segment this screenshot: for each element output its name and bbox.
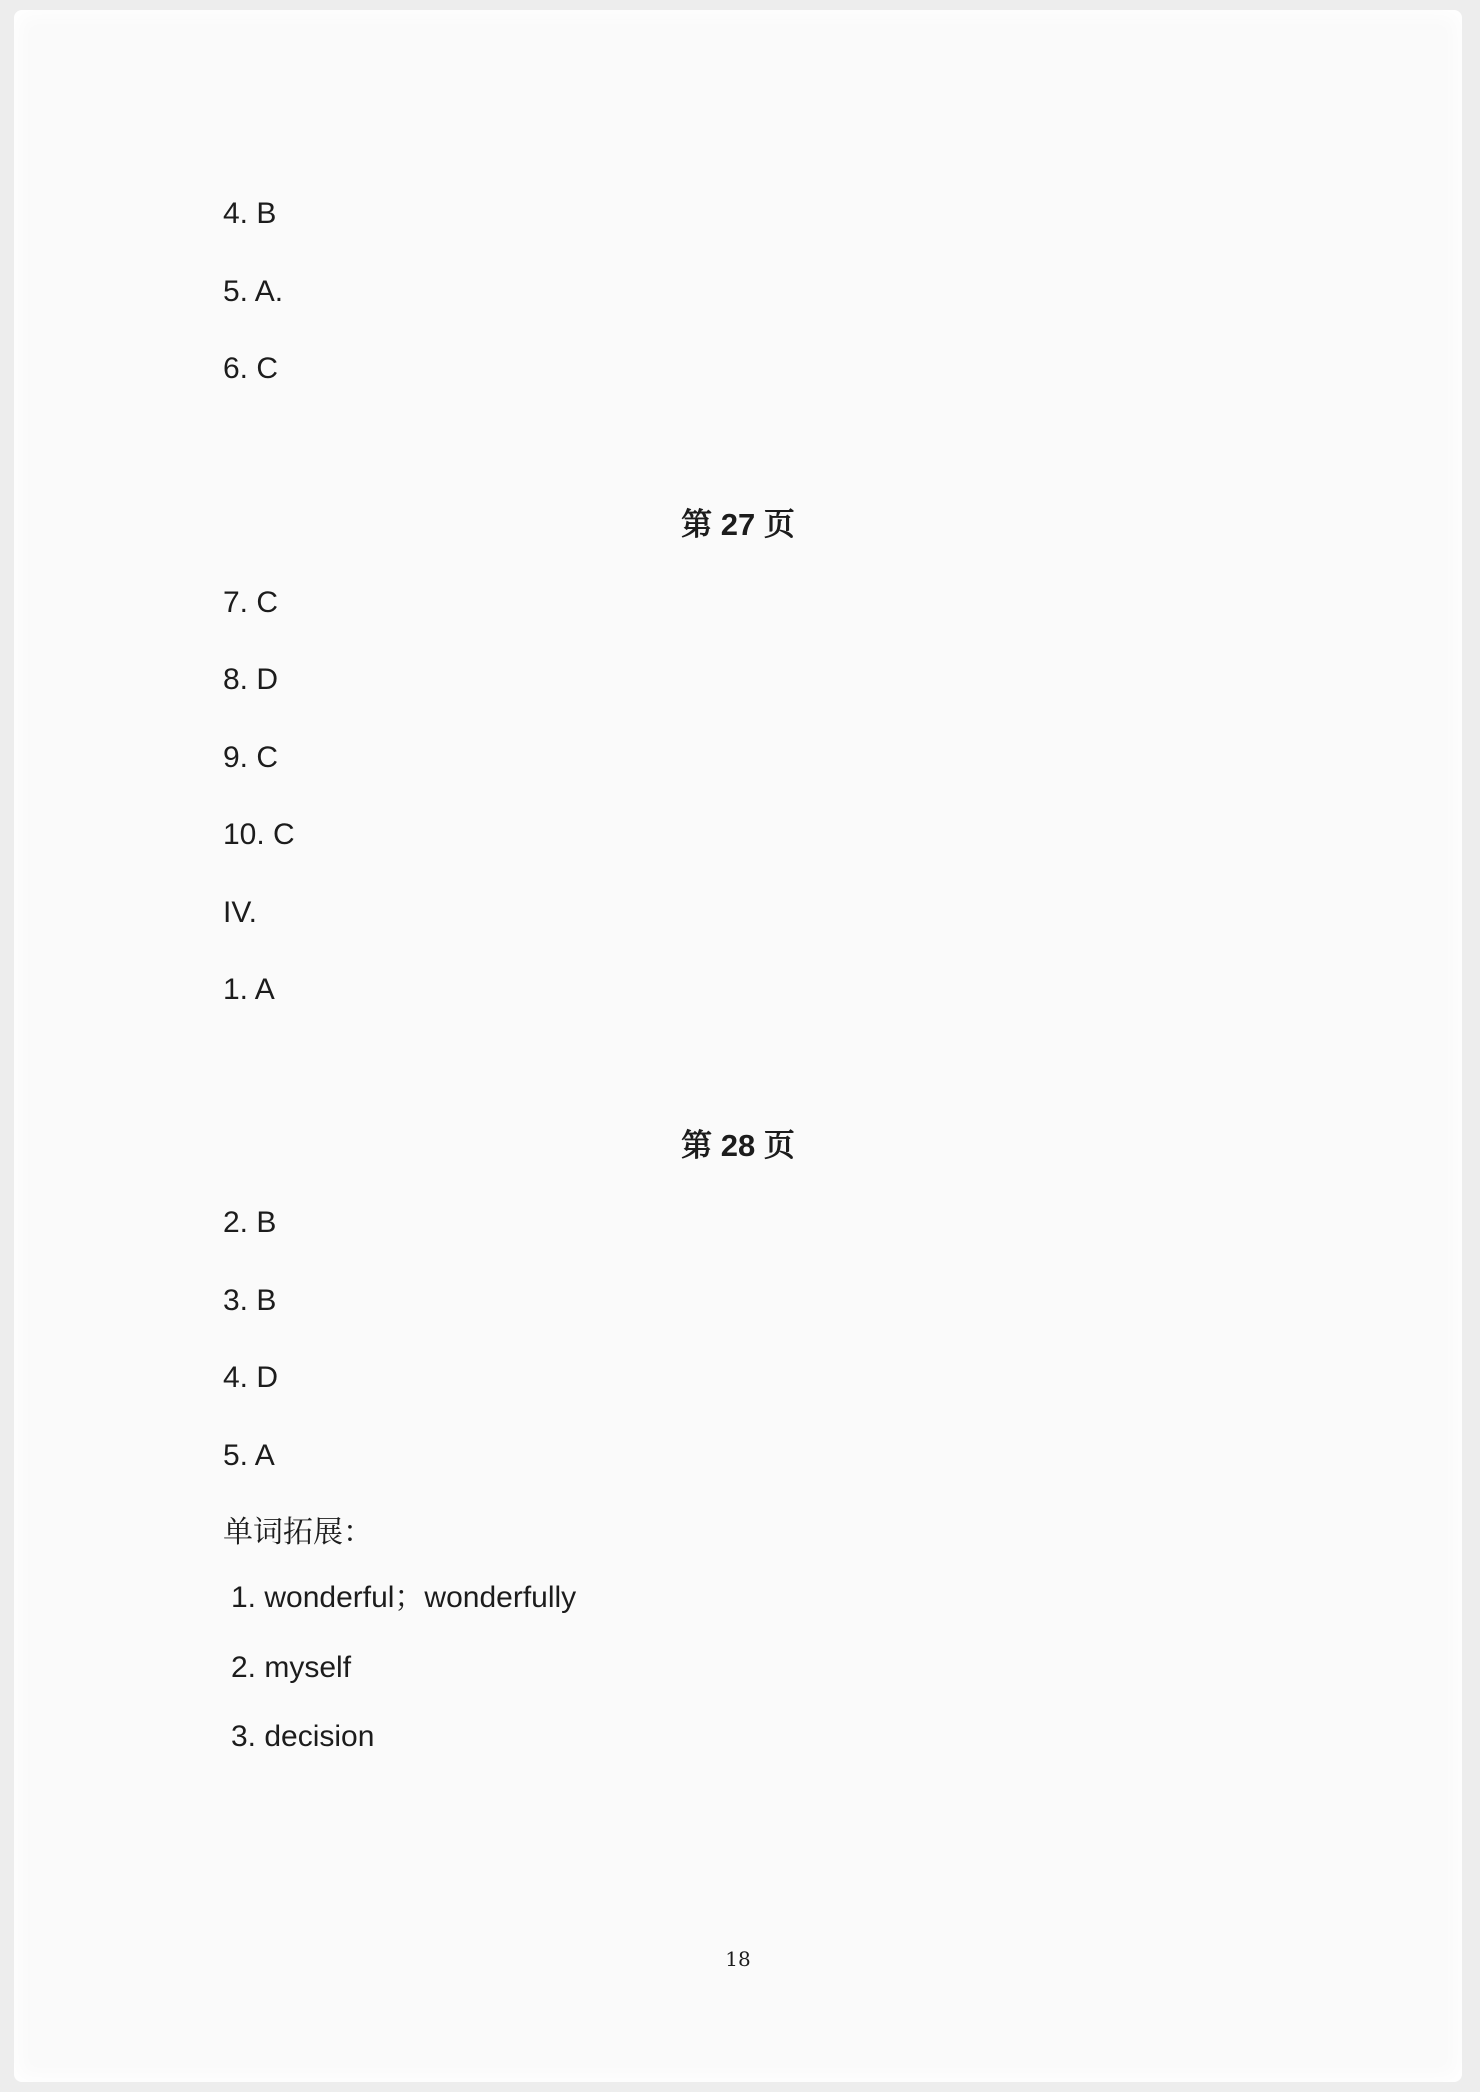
word-item: 3. decision: [231, 1720, 375, 1753]
page-number: 18: [725, 1947, 751, 1971]
word-item: 1. wonderful；wonderfully: [231, 1581, 577, 1614]
answer-item: 1. A: [223, 973, 275, 1006]
word-expansion-label: 单词拓展：: [223, 1516, 373, 1549]
section-numeral: IV.: [223, 896, 257, 929]
answer-item: 2. B: [223, 1206, 277, 1239]
answer-item: 5. A.: [223, 275, 284, 308]
section-heading-page-28: 第 28 页: [681, 1128, 795, 1163]
answer-item: 9. C: [223, 741, 279, 774]
word-item: 2. myself: [231, 1651, 352, 1684]
document-page: [14, 10, 1462, 2082]
answer-item: 6. C: [223, 352, 279, 385]
section-heading-page-27: 第 27 页: [681, 507, 795, 542]
answer-item: 3. B: [223, 1284, 277, 1317]
answer-item: 4. B: [223, 197, 277, 230]
answer-item: 4. D: [223, 1361, 279, 1394]
answer-item: 5. A: [223, 1439, 275, 1472]
answer-item: 10. C: [223, 818, 295, 851]
answer-item: 7. C: [223, 586, 279, 619]
answer-item: 8. D: [223, 663, 279, 696]
